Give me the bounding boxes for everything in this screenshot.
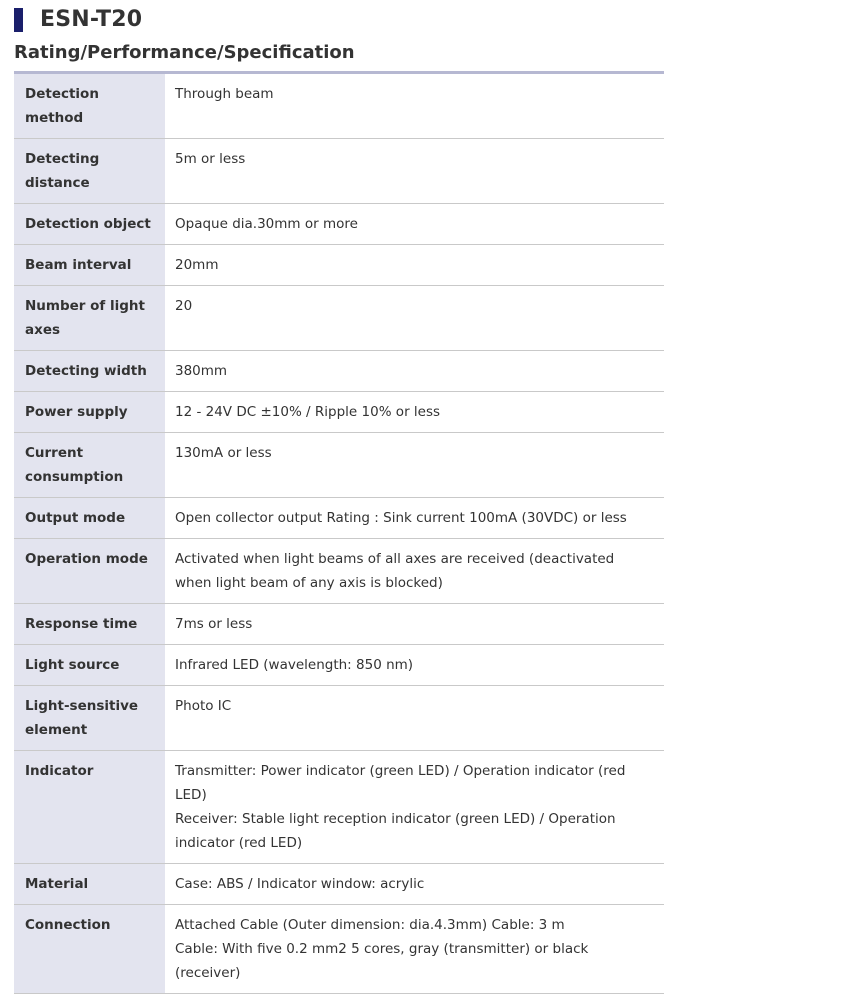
spec-value — [165, 245, 664, 286]
spec-value — [165, 645, 664, 686]
spec-value-line: Receiver: Stable light reception indicator (green LED) / Operation indicator (red LED) — [175, 811, 616, 851]
spec-value-line: Through beam — [175, 86, 274, 102]
spec-page — [14, 0, 664, 994]
spec-row — [14, 245, 664, 286]
section-heading: Rating/Performance/Specification — [14, 42, 355, 63]
title-accent-bar — [14, 8, 23, 32]
spec-label: Detecting width — [14, 351, 165, 392]
page-title: ESN-T20 — [40, 6, 143, 32]
spec-row — [14, 204, 664, 245]
spec-label: Light source — [14, 645, 165, 686]
spec-value — [165, 686, 664, 751]
spec-value — [165, 905, 664, 994]
spec-value — [165, 139, 664, 204]
spec-value — [165, 204, 664, 245]
spec-label: Power supply — [14, 392, 165, 433]
spec-row — [14, 433, 664, 498]
spec-label: Response time — [14, 604, 165, 645]
spec-row — [14, 751, 664, 864]
spec-value-line: Attached Cable (Outer dimension: dia.4.3mm) Cable: 3 m — [175, 917, 565, 933]
spec-table-body — [14, 74, 664, 994]
spec-label: Detection method — [14, 74, 165, 139]
spec-label: Detection object — [14, 204, 165, 245]
spec-value-line: 5m or less — [175, 151, 246, 167]
spec-value-line: 7ms or less — [175, 616, 253, 632]
spec-row — [14, 498, 664, 539]
spec-label: Connection — [14, 905, 165, 994]
spec-value-line: Case: ABS / Indicator window: acrylic — [175, 876, 425, 892]
spec-label: Number of light axes — [14, 286, 165, 351]
spec-row — [14, 604, 664, 645]
spec-value — [165, 864, 664, 905]
spec-value — [165, 351, 664, 392]
spec-value-line: 20 — [175, 298, 193, 314]
spec-value — [165, 433, 664, 498]
spec-value — [165, 604, 664, 645]
spec-value-line: 20mm — [175, 257, 219, 273]
spec-value-line: 380mm — [175, 363, 228, 379]
spec-value — [165, 539, 664, 604]
title-row — [14, 0, 664, 38]
spec-table — [14, 74, 664, 994]
spec-label: Detecting distance — [14, 139, 165, 204]
spec-row — [14, 539, 664, 604]
spec-row — [14, 139, 664, 204]
spec-label: Operation mode — [14, 539, 165, 604]
spec-value-line: Transmitter: Power indicator (green LED) / Operation indicator (red LED) — [175, 763, 626, 803]
spec-value — [165, 286, 664, 351]
spec-label: Current consumption — [14, 433, 165, 498]
spec-value-line: Cable: With five 0.2 mm2 5 cores, gray (transmitter) or black (receiver) — [175, 941, 589, 981]
spec-value — [165, 751, 664, 864]
spec-row — [14, 686, 664, 751]
spec-label: Material — [14, 864, 165, 905]
spec-label: Beam interval — [14, 245, 165, 286]
spec-row — [14, 286, 664, 351]
spec-value-line: Photo IC — [175, 698, 232, 714]
spec-value — [165, 392, 664, 433]
spec-label: Indicator — [14, 751, 165, 864]
spec-value-line: Infrared LED (wavelength: 850 nm) — [175, 657, 414, 673]
spec-row — [14, 74, 664, 139]
spec-label: Light-sensitive element — [14, 686, 165, 751]
spec-value — [165, 498, 664, 539]
spec-value — [165, 74, 664, 139]
spec-value-line: Open collector output Rating : Sink current 100mA (30VDC) or less — [175, 510, 627, 526]
spec-value-line: 130mA or less — [175, 445, 272, 461]
spec-row — [14, 645, 664, 686]
spec-row — [14, 864, 664, 905]
spec-value-line: Activated when light beams of all axes are received (deactivated when light beam of any axis is blocked) — [175, 551, 615, 591]
spec-row — [14, 392, 664, 433]
spec-label: Output mode — [14, 498, 165, 539]
spec-row — [14, 905, 664, 994]
spec-row — [14, 351, 664, 392]
spec-value-line: Opaque dia.30mm or more — [175, 216, 358, 232]
spec-value-line: 12 - 24V DC ±10% / Ripple 10% or less — [175, 404, 441, 420]
